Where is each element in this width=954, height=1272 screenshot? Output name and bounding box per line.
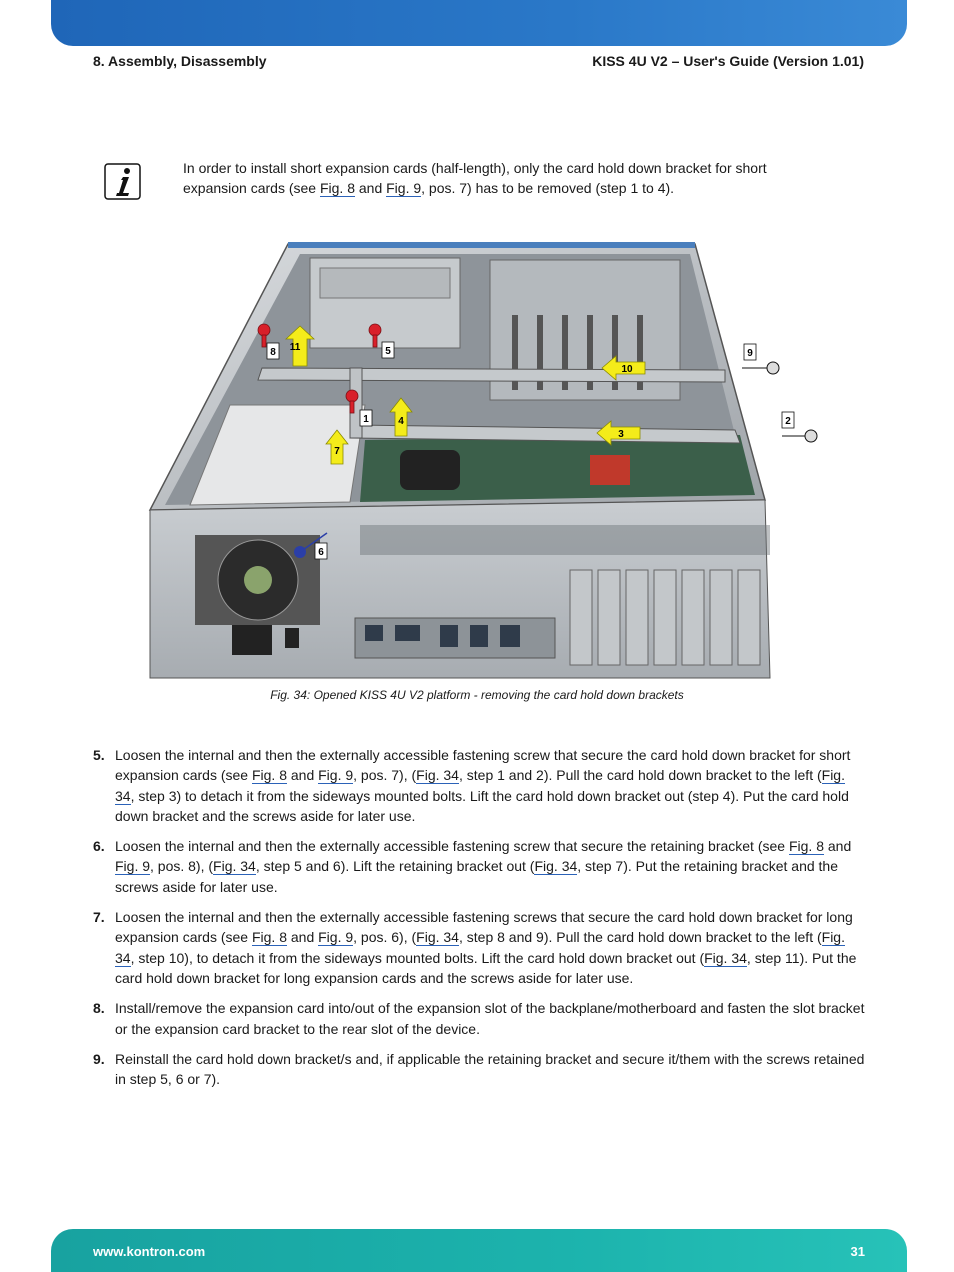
figure-label-2: 2: [785, 416, 791, 427]
info-icon: [104, 163, 141, 200]
step-text: , step 7). Put the retaining bracket and the screws aside for later use.: [115, 858, 838, 895]
step-number: 9.: [93, 1050, 105, 1067]
figure-label-4: 4: [398, 416, 404, 427]
figure-label-11: 11: [289, 342, 301, 353]
step-text: , step 5 and 6). Lift the retaining bracket out (: [255, 858, 535, 875]
figure-label-6: 6: [318, 547, 324, 558]
footer-bar: [51, 1229, 907, 1272]
figure-link[interactable]: Fig. 34: [213, 858, 256, 875]
fig-9-link[interactable]: Fig. 9: [386, 180, 422, 196]
instruction-steps: [93, 745, 868, 1099]
figure-label-8: 8: [270, 347, 276, 358]
step-text: Reinstall the card hold down bracket/s and, if applicable the retaining bracket and secure it/them with the screws retained in step 5, 6 or 7).: [115, 1050, 865, 1088]
step-text: , step 1 and 2). Pull the card hold down bracket to the left (: [458, 767, 822, 784]
figure-link[interactable]: Fig. 34: [115, 767, 845, 804]
step-text: Loosen the internal and then the externally accessible fastening screws that secure the card hold down bracket for long expansion cards (see: [115, 909, 853, 946]
figure-label-5: 5: [385, 346, 391, 357]
step-number: 7.: [93, 909, 105, 926]
step-item: [93, 907, 868, 988]
figure-link[interactable]: Fig. 8: [251, 929, 287, 946]
step-item: [93, 836, 868, 897]
step-item: [93, 745, 868, 826]
step-text: Loosen the internal and then the externally accessible fastening screw that secure the card hold down bracket for short expansion cards (see: [115, 747, 851, 784]
figure-label-3: 3: [618, 429, 624, 440]
figure-caption: Fig. 34: Opened KISS 4U V2 platform - removing the card hold down brackets: [270, 688, 684, 702]
figure-link[interactable]: Fig. 9: [318, 767, 354, 784]
figure-label-7: 7: [334, 446, 340, 457]
figure-link[interactable]: Fig. 34: [115, 929, 845, 966]
step-text: , step 8 and 9). Pull the card hold down bracket to the left (: [458, 929, 822, 946]
step-text: Loosen the internal and then the externally accessible fastening screw that secure the retaining bracket (see: [115, 838, 789, 855]
figure-link[interactable]: Fig. 34: [534, 858, 578, 875]
step-text: , pos. 6), (: [353, 929, 417, 946]
page-number: 31: [850, 1244, 865, 1259]
step-text: Install/remove the expansion card into/out of the expansion slot of the backplane/motherboard and fasten the slot bracket or the expansion card bracket to the rear slot of the device.: [115, 1000, 865, 1037]
step-item: [93, 1049, 868, 1090]
step-item: [93, 998, 868, 1039]
figure-link[interactable]: Fig. 9: [115, 858, 151, 875]
section-title: 8. Assembly, Disassembly: [93, 53, 267, 69]
figure-link[interactable]: Fig. 8: [788, 838, 824, 855]
top-banner: [51, 0, 907, 46]
step-text: and: [823, 838, 852, 855]
step-text: , pos. 7), (: [353, 767, 417, 784]
chassis-photo: [150, 240, 790, 678]
step-text: , pos. 8), (: [150, 858, 214, 875]
footer-url[interactable]: www.kontron.com: [93, 1244, 206, 1259]
note-text: In order to install short expansion cards (half-length), only the card hold down bracket for short expansion cards (see Fig. 8 and Fig. 9, pos. 7) has to be removed (step 1 to 4).: [183, 160, 767, 196]
fig-8-link[interactable]: Fig. 8: [319, 180, 355, 196]
step-text: , step 3) to detach it from the sideways mounted bolts. Lift the card hold down bracket out (step 4). Put the card hold down bracket and the screws aside for later use.: [115, 787, 849, 824]
figure-link[interactable]: Fig. 34: [704, 949, 747, 966]
figure-link[interactable]: Fig. 9: [318, 929, 354, 946]
step-text: and: [286, 929, 319, 946]
step-text: and: [286, 767, 319, 784]
step-number: 6.: [93, 838, 105, 855]
figure-link[interactable]: Fig. 34: [416, 767, 459, 784]
step-text: , step 11). Put the card hold down bracket for long expansion cards and the screws aside for later use.: [115, 949, 857, 986]
document-title: KISS 4U V2 – User's Guide (Version 1.01): [592, 53, 864, 69]
figure-label-10: 10: [621, 364, 633, 375]
figure-label-1: 1: [363, 414, 369, 425]
step-text: , step 10), to detach it from the sideways mounted bolts. Lift the card hold down bracket out (: [130, 949, 705, 966]
step-number: 5.: [93, 747, 105, 763]
figure-link[interactable]: Fig. 34: [416, 929, 459, 946]
step-number: 8.: [93, 1000, 105, 1017]
figure-label-9: 9: [747, 348, 753, 359]
figure-link[interactable]: Fig. 8: [251, 767, 287, 784]
